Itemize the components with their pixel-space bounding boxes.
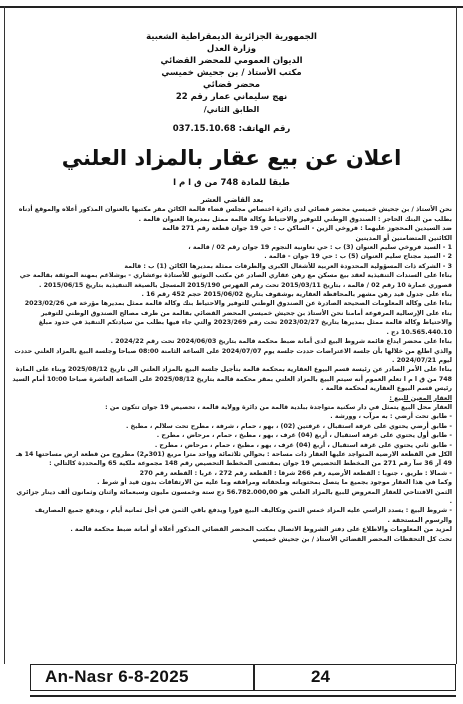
newspaper-name-date: An-Nasr 6-8-2025 bbox=[45, 667, 189, 686]
notice-title: اعلان عن بيع عقار بالمزاد العلني bbox=[61, 146, 402, 170]
top-rule bbox=[0, 6, 463, 8]
paragraph: - طابق ثاني يحتوي على غرفة استقبال ، أربع (04) غرف ، بهو ، مطبخ ، حمام ، مرحاض ، مطرح . bbox=[154, 441, 452, 449]
paragraph: بناء على جدول قيد رهن مشهر بالمحافظة العقارية بوشقوف بتاريخ 2015/06/02 حجم 452 رقم 16 . bbox=[141, 291, 452, 299]
section-heading: العقار المعين للبيع : bbox=[389, 394, 452, 402]
paragraph: - طابق تحت أرضي : به مرآب ، وورشة . bbox=[330, 413, 452, 421]
header-address-1: نهج سليماني عمار رقم 22 bbox=[175, 92, 288, 102]
paragraph: 1 - السيد فروخي سليم العنوان (3) ب : حي تعاونية النجوم 19 جوان رقم 02 / قالمة ، bbox=[188, 244, 452, 252]
paragraph: - طابق أرضي يحتوي على غرفة استقبال ، غرفتين (02) ، بهو ، حمام ، شرفة ، مطرح تحت سلالم ، مطبخ . bbox=[125, 422, 452, 430]
paragraph: - شروط البيع : يسدد الراسي عليه المزاد خمس الثمن وتكاليف البيع فورا ويدفع باقي الثمن في أجل ثمانية أيام ، ويدفع جميع المصاريف والرسوم المستحقة . bbox=[34, 507, 452, 524]
footer-divider bbox=[253, 665, 255, 690]
paragraph: والذي اطلع من خلالها بأن جلسة الاعتراضات حددت جلسة يوم 2024/07/07 على الساعة الثامنة 08:00 صباحا وجلسة البيع بالمزاد العلني حددت ليوم 2024/07/21 . bbox=[14, 347, 452, 364]
bottom-rule bbox=[30, 695, 456, 697]
notice-body bbox=[12, 196, 452, 544]
paragraph: نحن الأستاذ / بن جحيش خميسي محضر قضائي لدى دائرة اختصاص مجلس قضاء قالمة الكائن مقر مكتبها بالعنوان المذكور أعلاه والموقع أدناه bbox=[18, 206, 452, 214]
signature-line: تحت كل التحفظات المحضر القضائي الأستاذ / بن جحيش خميسي bbox=[252, 535, 452, 543]
paragraph: بناءا على وكالة المعلومات الصحيحة الصادرة عن الصندوق الوطني للتوفير والاحتياط بنك وكالة قالمة ممثل بمديرها مؤرخة في 2023/02/26 bbox=[24, 300, 452, 308]
notice-subtitle: طبقا للمادة 748 من ق ا م ا bbox=[173, 178, 290, 188]
header-ministry: وزارة العدل bbox=[206, 44, 257, 54]
paragraph: الثمن الافتتاحي للعقار المعروض للبيع بالمزاد العلني هو 56.782.000,00 دج ستة وخمسون مليون وسبعمائة واثنان وثمانون ألف دينار جزائري . bbox=[16, 488, 452, 505]
paragraph: 2 - السيد مجناح سليم العنوان (5) ب : حي 19 جوان - قالمة . bbox=[264, 253, 452, 261]
header-bureau: مكتب الأستاذ / بن جحيش خميسي bbox=[161, 68, 302, 78]
paragraph: - شمالا : طريق ، جنوبا : القطعة الأرضية رقم 266 شرقا : القطعة رقم 272 ، غربا : القطعة رقم 270 bbox=[139, 469, 452, 477]
header-office: الديوان العمومي للمحضر القضائي bbox=[160, 56, 303, 66]
paragraph: 3 - الشركة ذات المسؤولية المحدودة العربية للأشغال الكبرى والطرقات ممثلة بمديرها الكائن (1) ب : قالمة bbox=[124, 262, 452, 270]
paragraph: الكل في القطعة الارضية المتواجد عليها العقار ذات مساحة : بحوالي ثلاثمائة وواحد مترا مربع (301م2) مطروح من قطعة ارض مساحتها 14 هـ 49 آر 36 سآ رقم 271 من المخطط التحصيص 19 جوان بمقتضى المخطط التحصيص رقم 148 مجموعة ملكية 65 والمحددة كالتالي : bbox=[15, 450, 452, 468]
page-number: 24 bbox=[311, 667, 330, 686]
paragraph: الكائنين المتضامنين أو المدينين bbox=[355, 234, 452, 242]
header-address-2: الطابق الثاني/ bbox=[203, 105, 260, 114]
paragraph: ضد السيدين المحجوز عليهما : فروخي الزين - الساكن ب : حي 19 جوان قطعة رقم 271 قالمة bbox=[162, 225, 452, 233]
page-footer bbox=[30, 664, 456, 691]
paragraph: بناء على الإرسالية المرفوعة أمامنا نحن الأستاذ بن جحيش خميسي المحضر القضائي بقالمة من طرف مصالح الصندوق الوطني للتوفير والاحتياط وكالة قالمة ممثل بمديرها بتاريخ 2023/02/27 تحت رقم 2023/269 والتي جاء فيها بطلب من سيادتكم التنفيذ في حدود مبلغ 10.565.440.10 دج . bbox=[38, 309, 452, 336]
header-role: محضر قضائي bbox=[203, 80, 260, 90]
header-republic: الجمهورية الجزائرية الديمقراطية الشعبية bbox=[146, 32, 317, 42]
paragraph: بطلب من البنك الحاجز : الصندوق الوطني للتوفير والاحتياط وكالة قالمة ممثل بمديرها العنوان قالمة . bbox=[138, 215, 452, 223]
paragraph: بناءا على الأمر الصادر عن رئيسة قسم البيوع العقارية بمحكمة قالمة بتأجيل جلسة البيع بالمزاد العلني الى تاريخ 2025/08/12 وبناء على المادة 748 من ق ا م ا تعلم العموم أنه سيتم البيع بالمزاد العلني بمقر محكمة قالمة بتاريخ 2025/08/12 على الساعة العاشرة صباحا 10:00 أمام السيد رئيس قسم البيوع العقارية لمحكمة قالمة . bbox=[12, 366, 452, 393]
paragraph: - طابق أول يحتوي على غرفة استقبال ، أربع (04) غرف ، بهو ، مطبخ ، حمام ، مرحاض ، مطرح . bbox=[156, 432, 452, 440]
paragraph: لمزيد من المعلومات والاطلاع على دفتر الشروط الاتصال بمكتب المحضر القضائي المذكور أعلاه أو أمانة ضبط محكمة قالمة . bbox=[70, 526, 452, 534]
header-phone: رقم الهاتف: 037.15.10.68 bbox=[172, 124, 291, 134]
paragraph: بناءا على محضر ايداع قائمة شروط البيع لدى أمانة ضبط محكمة قالمة بتاريخ 2024/06/03 تحت رقم 2024/22 . bbox=[110, 338, 452, 346]
judge-line: بعد القاضي العشر bbox=[200, 196, 264, 204]
paragraph: وكما في هذا العقار موجود بجميع ما يتصل بمحتوياته وملحقاته ومرافقه وما عليه من الارتفاقات بدون قيد أو شرط . bbox=[97, 479, 452, 487]
paragraph: بناءا على السندات التنفيذية لعقد بيع مسكن مع رهن عقاري الصادر عن مكتب التوثيق للأستاذة بوعشاري - بوشلاغم بمهنة الموثقة بقالمة حي قصوري عمارة 10 رقم 02 / قالمة ، بتاريخ 2015/03/11 تحت رقم الفهرس 2015/190 المسجل بالصيغة التنفيذية بتاريخ 2015/06/15 . bbox=[19, 272, 452, 289]
paragraph: العقار محل البيع يتمثل في دار سكنية متواجدة ببلدية قالمة من دائرة وولاية قالمة ، تحصيص 19 جوان تتكون من : bbox=[105, 403, 452, 411]
